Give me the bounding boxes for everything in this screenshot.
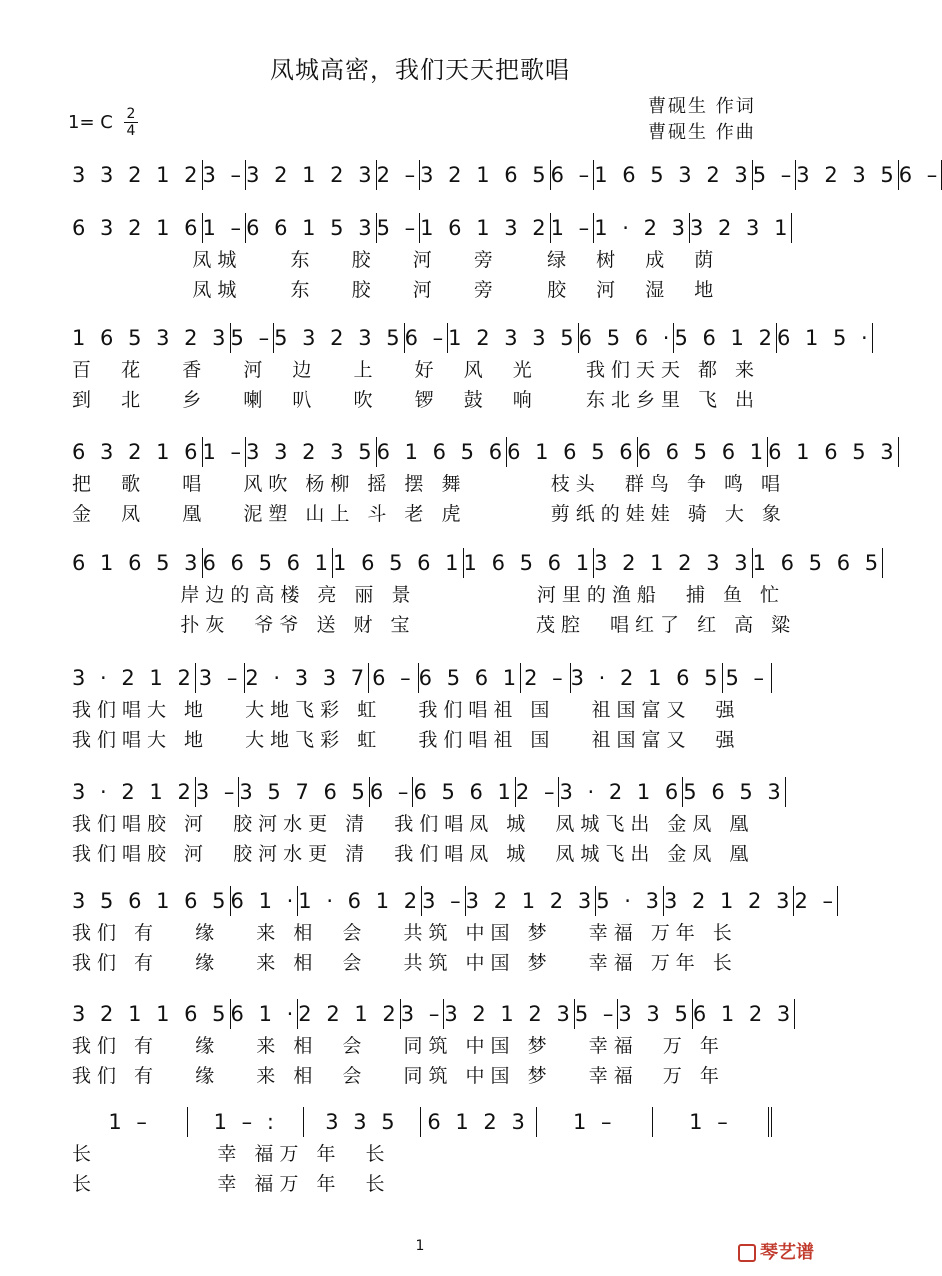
lyric-line: 我们 有 缘 来 相 会 共筑 中国 梦 幸福 万年 长 bbox=[72, 922, 738, 944]
measure: 2 – bbox=[377, 160, 421, 190]
lyric-line: 凤城 东 胶 河 旁 绿 树 成 荫 bbox=[72, 249, 720, 271]
measure: 1 6 5 6 5 bbox=[753, 548, 884, 578]
notes-line bbox=[72, 777, 785, 807]
measure: 6 1 5 · bbox=[777, 323, 873, 353]
measure: 3 2 1 2 3 bbox=[246, 160, 377, 190]
lyric-line: 金 凤 凰 泥塑 山上 斗 老 虎 剪纸的娃娃 骑 大 象 bbox=[72, 503, 787, 525]
measure: 5 – bbox=[231, 323, 275, 353]
lyric-line: 岸边的高楼 亮 丽 景 河里的渔船 捕 鱼 忙 bbox=[72, 584, 786, 606]
measure: 6 1 6 5 6 bbox=[507, 437, 638, 467]
measure: 1 2 3 3 5 bbox=[448, 323, 579, 353]
measure: 1 – bbox=[203, 437, 247, 467]
measure: 3 · 2 1 2 bbox=[72, 777, 196, 807]
measure: 3 · 2 1 6 5 bbox=[571, 663, 723, 693]
lyric-line: 我们 有 缘 来 相 会 共筑 中国 梦 幸福 万年 长 bbox=[72, 952, 738, 974]
measure: 5 – bbox=[575, 999, 619, 1029]
measure: 5 · 3 bbox=[596, 886, 664, 916]
time-signature-bottom: 4 bbox=[126, 123, 136, 139]
measure: 5 – bbox=[377, 213, 421, 243]
lyric-line: 我们 有 缘 来 相 会 同筑 中国 梦 幸福 万 年 bbox=[72, 1035, 725, 1057]
measure: 2 · 3 3 7 bbox=[245, 663, 369, 693]
measure: 3 5 7 6 5 bbox=[239, 777, 370, 807]
measure: 6 1 · bbox=[231, 886, 299, 916]
measure: 1 – bbox=[653, 1107, 772, 1137]
measure: 1 · 2 3 bbox=[594, 213, 690, 243]
brand-logo bbox=[738, 1238, 814, 1264]
measure: 1 – bbox=[551, 213, 595, 243]
brand-name: 琴艺谱 bbox=[760, 1242, 814, 1263]
measure: 6 6 1 5 3 bbox=[246, 213, 377, 243]
measure: 2 – bbox=[521, 663, 571, 693]
measure: 6 – bbox=[369, 663, 419, 693]
measure: 1 6 5 6 1 bbox=[464, 548, 595, 578]
measure: 6 1 2 3 bbox=[693, 999, 795, 1029]
notes-line bbox=[72, 999, 795, 1029]
notes-line bbox=[72, 548, 883, 578]
lyric-line: 把 歌 唱 风吹 杨柳 摇 摆 舞 枝头 群鸟 争 鸣 唱 bbox=[72, 473, 786, 495]
lyric-line: 扑灰 爷爷 送 财 宝 茂腔 唱红了 红 高 粱 bbox=[72, 614, 797, 636]
measure: 5 – bbox=[723, 663, 773, 693]
measure: 3 3 2 3 5 bbox=[246, 437, 377, 467]
measure: 6 1 2 3 bbox=[421, 1107, 537, 1137]
measure: 3 2 1 6 5 bbox=[420, 160, 551, 190]
measure: 6 6 5 6 1 bbox=[203, 548, 334, 578]
measure: 3 – bbox=[203, 160, 247, 190]
measure: 1 – bbox=[537, 1107, 653, 1137]
measure: 6 – bbox=[405, 323, 449, 353]
measure: 3 3 5 bbox=[618, 999, 692, 1029]
measure: 3 – bbox=[401, 999, 445, 1029]
measure: 1 – bbox=[72, 1107, 188, 1137]
notes-line bbox=[72, 160, 942, 190]
measure: 3 – bbox=[196, 777, 240, 807]
measure: 3 2 3 5 bbox=[796, 160, 898, 190]
measure: 3 · 2 1 2 bbox=[72, 663, 196, 693]
page-number: 1 bbox=[415, 1238, 425, 1254]
measure: 6 5 6 · bbox=[579, 323, 675, 353]
lyric-line: 我们唱胶 河 胶河水更 清 我们唱凤 城 凤城飞出 金凤 凰 bbox=[72, 813, 755, 835]
measure: 1 6 5 3 2 3 bbox=[594, 160, 753, 190]
measure: 3 – bbox=[422, 886, 466, 916]
measure: 6 3 2 1 6 bbox=[72, 437, 203, 467]
lyric-line: 我们 有 缘 来 相 会 同筑 中国 梦 幸福 万 年 bbox=[72, 1065, 725, 1087]
measure: 2 – bbox=[794, 886, 838, 916]
measure: 2 2 1 2 bbox=[298, 999, 400, 1029]
measure: 5 6 5 3 bbox=[683, 777, 785, 807]
lyric-line: 凤城 东 胶 河 旁 胶 河 湿 地 bbox=[72, 279, 720, 301]
measure: 1 · 6 1 2 bbox=[298, 886, 422, 916]
measure: 6 – bbox=[370, 777, 414, 807]
measure: 1 6 1 3 2 bbox=[420, 213, 551, 243]
lyric-line: 长 幸 福万 年 长 bbox=[72, 1143, 391, 1165]
measure: 5 6 1 2 bbox=[674, 323, 776, 353]
notes-line bbox=[72, 1107, 772, 1137]
notes-line bbox=[72, 663, 772, 693]
measure: 5 – bbox=[753, 160, 797, 190]
measure: 6 1 · bbox=[231, 999, 299, 1029]
measure: 6 6 5 6 1 bbox=[638, 437, 769, 467]
measure: 6 1 6 5 3 bbox=[768, 437, 899, 467]
measure: 1 – bbox=[203, 213, 247, 243]
measure: 6 3 2 1 6 bbox=[72, 213, 203, 243]
measure: 3 2 1 2 3 bbox=[466, 886, 597, 916]
measure: 6 5 6 1 bbox=[419, 663, 521, 693]
lyric-line: 我们唱胶 河 胶河水更 清 我们唱凤 城 凤城飞出 金凤 凰 bbox=[72, 843, 755, 865]
measure: 3 3 2 1 2 bbox=[72, 160, 203, 190]
measure: 3 2 1 2 3 bbox=[664, 886, 795, 916]
notes-line bbox=[72, 213, 792, 243]
brand-icon bbox=[738, 1244, 756, 1262]
measure: 3 · 2 1 6 bbox=[559, 777, 683, 807]
measure: 3 – bbox=[196, 663, 246, 693]
measure: 2 – bbox=[516, 777, 560, 807]
measure: 3 2 3 1 bbox=[690, 213, 792, 243]
measure: 6 – bbox=[551, 160, 595, 190]
measure: 5 3 2 3 5 bbox=[274, 323, 405, 353]
measure: 3 3 5 bbox=[304, 1107, 420, 1137]
lyric-line: 到 北 乡 喇 叭 吹 锣 鼓 响 东北乡里 飞 出 bbox=[72, 389, 761, 411]
lyricist-credit: 曹砚生 作词 bbox=[648, 96, 756, 117]
time-signature-top: 2 bbox=[126, 106, 136, 122]
song-title: 凤城高密，我们天天把歌唱 bbox=[270, 56, 570, 84]
key-signature: 1= C bbox=[68, 112, 113, 133]
measure: 3 5 6 1 6 5 bbox=[72, 886, 231, 916]
measure: 3 2 1 2 3 3 bbox=[594, 548, 753, 578]
lyric-line: 长 幸 福万 年 长 bbox=[72, 1173, 391, 1195]
notes-line bbox=[72, 886, 837, 916]
lyric-line: 百 花 香 河 边 上 好 风 光 我们天天 都 来 bbox=[72, 359, 761, 381]
measure: 6 – bbox=[899, 160, 942, 190]
measure: 3 2 1 2 3 bbox=[444, 999, 575, 1029]
measure: 6 5 6 1 bbox=[413, 777, 515, 807]
measure: 1 – : bbox=[188, 1107, 304, 1137]
measure: 6 1 6 5 3 bbox=[72, 548, 203, 578]
notes-line bbox=[72, 323, 872, 353]
lyric-line: 我们唱大 地 大地飞彩 虹 我们唱祖 国 祖国富又 强 bbox=[72, 699, 741, 721]
measure: 6 1 6 5 6 bbox=[377, 437, 508, 467]
lyric-line: 我们唱大 地 大地飞彩 虹 我们唱祖 国 祖国富又 强 bbox=[72, 729, 741, 751]
measure: 1 6 5 3 2 3 bbox=[72, 323, 231, 353]
composer-credit: 曹砚生 作曲 bbox=[648, 122, 756, 143]
time-signature bbox=[124, 107, 138, 138]
measure: 3 2 1 1 6 5 bbox=[72, 999, 231, 1029]
notes-line bbox=[72, 437, 898, 467]
measure: 1 6 5 6 1 bbox=[333, 548, 464, 578]
